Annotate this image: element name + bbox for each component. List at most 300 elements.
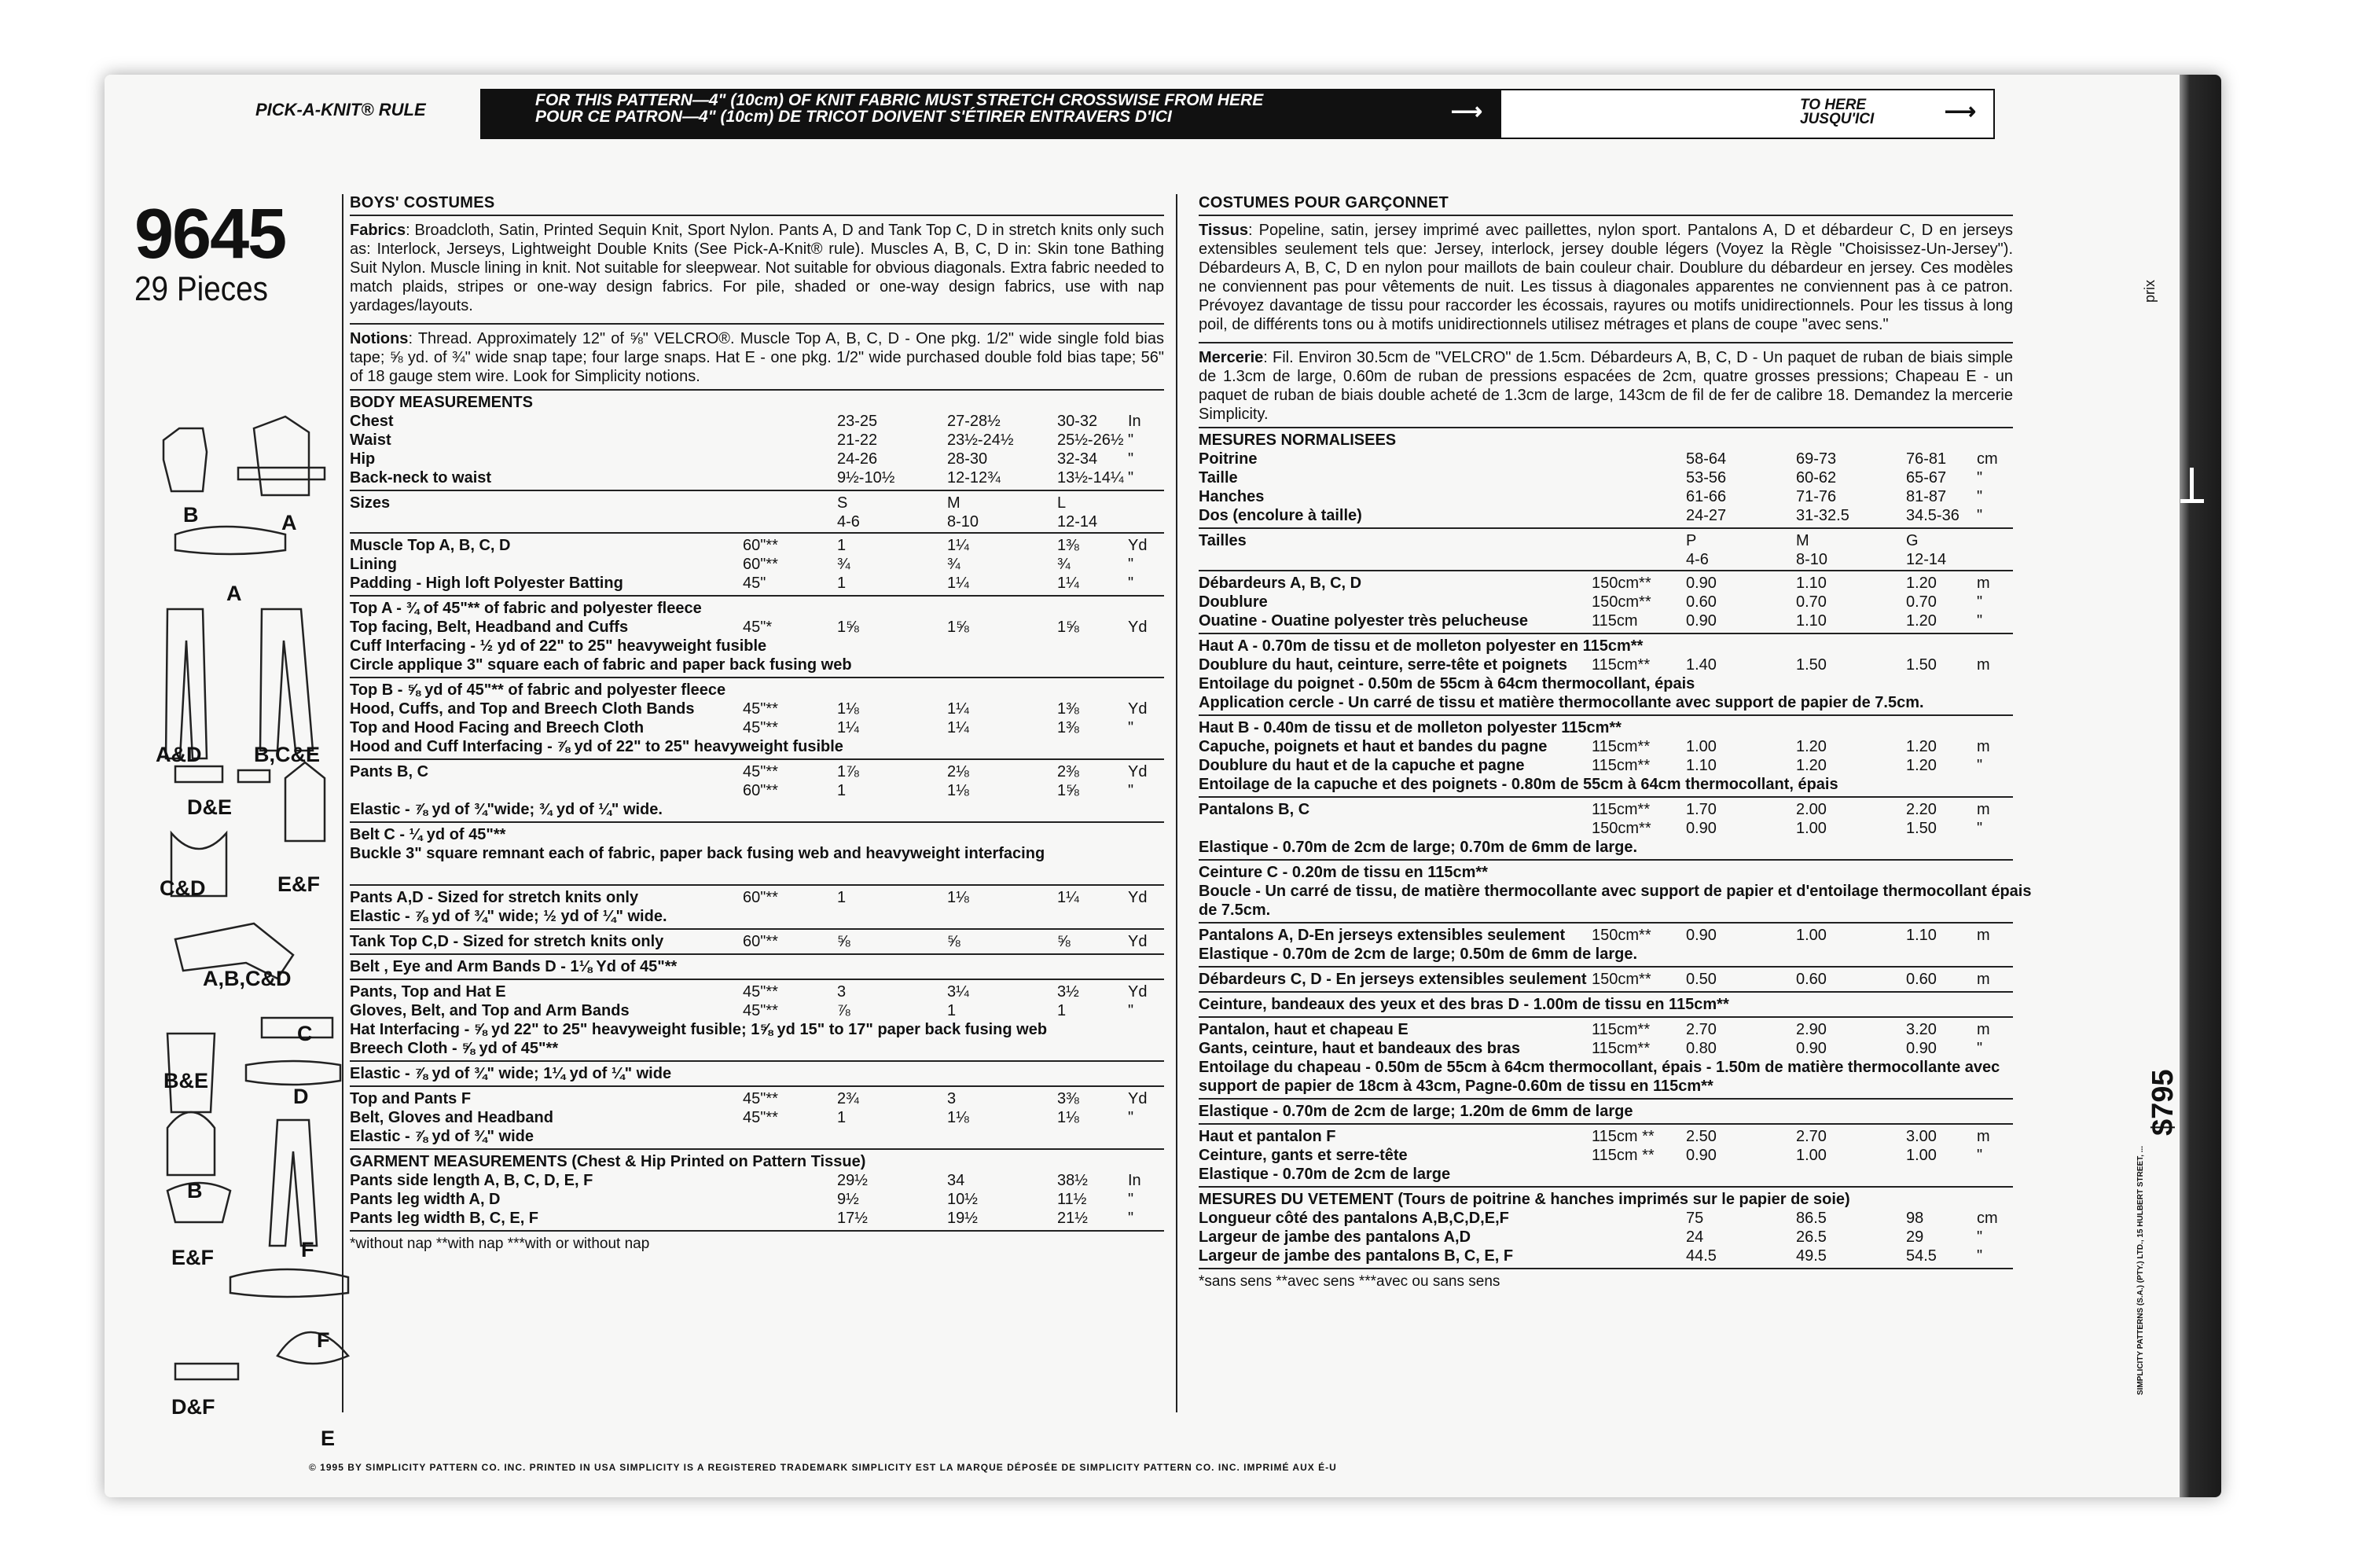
yardage-value: 1⅝ [1057, 782, 1079, 799]
garment-row [1199, 1247, 2013, 1265]
yardage-value: 0.90 [1686, 1147, 1717, 1164]
yardage-value: 60"** [743, 556, 778, 573]
yardage-label: Hood and Cuff Interfacing - ⅞ yd of 22" to 25" heavyweight fusible [350, 738, 843, 755]
fabrics-section [1199, 216, 2013, 343]
garment-value: 24 [1686, 1228, 1704, 1246]
yardage-value: " [1128, 1002, 1134, 1019]
yardage-value: 1.00 [1796, 820, 1827, 837]
yardage-label: Haut et pantalon F [1199, 1128, 1336, 1145]
yardage-row [1199, 945, 2013, 964]
garment-label: Largeur de jambe des pantalons B, C, E, F [1199, 1247, 1514, 1265]
garment-value: 17½ [837, 1210, 868, 1227]
yardage-row [350, 982, 1164, 1001]
yardage-value: m [1977, 801, 1990, 818]
pick-a-knit-label: PICK-A-KNIT® RULE [255, 100, 426, 119]
yardage-row [350, 637, 1164, 655]
yardage-value: 1⅛ [837, 700, 859, 718]
yardage-group [1199, 571, 2013, 634]
notions-body: : Fil. Environ 30.5cm de "VELCRO" de 1.5cm. Débardeurs A, B, C, D - Un paquet de ruban de biais simple de 1.3cm de large, 0.60m de ruban de pressions espacées de 2cm, quatre grosses pressions; Chapeau E - un paquet de ruban de biais double acheté de 1.3cm de large, 143cm de fil de fer de calibre 18. Demandez la mercerie Simplicity. [1199, 349, 2013, 423]
yardage-row [1199, 970, 2013, 989]
yardage-value: 1.70 [1686, 801, 1717, 818]
fabrics-body: : Popeline, satin, jersey imprimé avec paillettes, nylon sport. Pantalons A, D et débardeur C, D en jerseys extensibles seulement tels que: Jersey, interlock, jersey double légers (Voyez la Règle "Choisissez-Un-Jersey"). Débardeurs A, B, C, D en nylon pour maillots de bain couleur chair. Doublure du débardeur en jersey. Ces modèles ne conviennent pas pour vêtements de nuit. Les tissus à diagonales apparentes ne conviennent pas à ce patron. Prévoyez davantage de tissu pour raccorder les écossais, rayures ou motifs unidirectionnels. Pour les tissus à long poil, de différents tons ou à motifs unidirectionnels utilisez métrages et plans de coupe "avec sens." [1199, 222, 2013, 333]
yardage-value: 115cm [1592, 612, 1638, 630]
yardage-value: 45"** [743, 1109, 778, 1126]
yardage-label: Application cercle - Un carré de tissu et matière thermocollante avec support de papier de 7.5cm. [1199, 694, 1924, 711]
notions-text [350, 329, 1164, 386]
yardage-label: Boucle - Un carré de tissu, de matière thermocollante avec support de papier et d'entoilage thermocollant épais [1199, 883, 2032, 900]
yardage-row [350, 1127, 1164, 1146]
garment-value: 49.5 [1796, 1247, 1827, 1265]
notions-section [350, 325, 1164, 391]
sizes-label: Sizes [350, 494, 391, 512]
yardage-row [1199, 637, 2013, 655]
price-label: $795 [2147, 1069, 2180, 1136]
company-address: SIMPLICITY PATTERNS (S.A.) (PTY.) LTD., 15 HULBERT STREET, ... [2136, 1145, 2145, 1395]
yardage-row [1199, 674, 2013, 693]
yardage-value: 0.90 [1796, 1040, 1827, 1057]
yardage-label: Belt C - ¼ yd of 45"** [350, 826, 506, 843]
yardage-label: Pantalons B, C [1199, 801, 1310, 818]
yardage-value: 1¼ [947, 719, 969, 736]
yardage-value: 45"** [743, 983, 778, 1001]
yardage-value: ¾ [1057, 556, 1071, 573]
garment-value: 9½ [837, 1191, 859, 1208]
measurement-value: 60-62 [1796, 469, 1837, 487]
yardage-group [350, 1062, 1164, 1087]
yardage-value: 115cm** [1592, 738, 1651, 755]
yardage-value: m [1977, 1021, 1990, 1038]
yardage-value: 1 [837, 537, 847, 554]
yardage-value: 1.50 [1796, 656, 1827, 674]
yardage-row [350, 1020, 1164, 1039]
yardage-value: 1⅛ [947, 889, 969, 906]
yardage-value: 115cm** [1592, 656, 1651, 674]
garment-label: Longueur côté des pantalons A,B,C,D,E,F [1199, 1210, 1509, 1227]
yardage-row [1199, 882, 2032, 901]
yardage-value: 1⅛ [947, 782, 969, 799]
yardage-row [350, 863, 1164, 882]
measurement-value: 24-27 [1686, 507, 1727, 524]
yardage-group [1199, 924, 2013, 968]
illustration-label: A&D [156, 743, 202, 766]
yardage-value: 0.90 [1686, 612, 1717, 630]
yardage-value: 1.20 [1796, 738, 1827, 755]
knit-stretch-strip [480, 89, 1500, 139]
yardage-row [1199, 593, 2013, 611]
yardage-label: Pants A,D - Sized for stretch knits only [350, 889, 639, 906]
measurement-label: Waist [350, 431, 391, 449]
garment-value: In [1128, 1172, 1141, 1189]
yardage-row [1199, 775, 2013, 794]
illustration-label: D&E [187, 795, 233, 819]
measurement-row [350, 450, 1164, 468]
measurement-value: 71-76 [1796, 488, 1837, 505]
english-column [350, 191, 1164, 1254]
yardage-group [1199, 1018, 2013, 1100]
yardage-label: Belt, Gloves and Headband [350, 1109, 553, 1126]
yardage-value: 60"** [743, 537, 778, 554]
yardage-group [350, 678, 1164, 760]
measurement-row [350, 468, 1164, 487]
yardage-value: 60"** [743, 933, 778, 950]
yardage-value: m [1977, 1128, 1990, 1145]
fabrics-label: Fabrics [350, 222, 406, 239]
yardage-label: Hood, Cuffs, and Top and Breech Cloth Bands [350, 700, 695, 718]
illustration-label: A,B,C&D [203, 967, 292, 990]
garment-value: " [1128, 1210, 1134, 1227]
yardage-value: 1¼ [947, 700, 969, 718]
yardage-value: 0.90 [1906, 1040, 1937, 1057]
yardage-value: 1¼ [947, 537, 969, 554]
garment-row [1199, 1228, 2013, 1247]
yardage-value: 2.50 [1686, 1128, 1717, 1145]
costume-title: BOYS' COSTUMES [350, 194, 495, 211]
yardage-row [1199, 863, 2013, 882]
yardage-value: Yd [1128, 933, 1148, 950]
measurement-value: 23½-24½ [947, 431, 1014, 449]
illustration-label: B [187, 1179, 203, 1203]
yardage-row [350, 781, 1164, 800]
yardage-value: 1.00 [1796, 1147, 1827, 1164]
pattern-pieces: 29 Pieces [134, 270, 269, 308]
illustration-label: E&F [277, 872, 320, 896]
yardage-value: " [1128, 556, 1134, 573]
garment-value: 86.5 [1796, 1210, 1827, 1227]
to-here-box [1500, 89, 1995, 139]
illustration-label: D [293, 1085, 309, 1108]
illustration-label: C [297, 1022, 313, 1045]
yardage-value: 0.90 [1686, 927, 1717, 944]
yardage-value: 45" [743, 575, 766, 592]
yardage-value: 115cm ** [1592, 1128, 1655, 1145]
yardage-value: 115cm ** [1592, 1147, 1655, 1164]
garment-row [1199, 1209, 2013, 1228]
yardage-group [1199, 861, 2032, 924]
measurement-value: cm [1977, 450, 1998, 468]
illustration-label: A [226, 582, 242, 605]
yardage-label: Buckle 3" square remnant each of fabric, paper back fusing web and heavyweight interfacing [350, 845, 1045, 862]
yardage-value: 3.00 [1906, 1128, 1937, 1145]
yardage-value: Yd [1128, 889, 1148, 906]
illustration-label: E&F [171, 1246, 214, 1269]
fabrics-body: : Broadcloth, Satin, Printed Sequin Knit, Sport Nylon. Pants A, D and Tank Top C, D in stretch knits only such as: Interlock, Jerseys, Lightweight Double Knits (See Pick-A-Knit® rule). Muscles A, B, C, D in: Skin tone Bathing Suit Nylon. Muscle lining in knit. Not suitable for sleepwear. Not suitable for obvious diagonals. Extra fabric needed to match plaids, stripes or one-way design fabrics. For pile, shaded or one-way design fabrics, use with nap yardages/layouts. [350, 222, 1164, 314]
yardage-value: 1 [837, 782, 847, 799]
yardage-label: Entoilage de la capuche et des poignets - 0.80m de 55cm à 64cm thermocollant, épais [1199, 776, 1838, 793]
measurement-value: 31-32.5 [1796, 507, 1849, 524]
yardage-value: 1⅛ [947, 1109, 969, 1126]
yardage-row [350, 762, 1164, 781]
yardage-value: " [1977, 1040, 1983, 1057]
garment-measurements-title: GARMENT MEASUREMENTS (Chest & Hip Printed on Pattern Tissue) [350, 1153, 866, 1170]
yardage-row [350, 1064, 1164, 1083]
yardage-row [350, 1001, 1164, 1020]
yardage-row [350, 825, 1164, 844]
illustration-label: B [183, 503, 199, 527]
yardage-group [1199, 1125, 2013, 1188]
measurement-value: " [1128, 450, 1134, 468]
measurement-value: 65-67 [1906, 469, 1947, 487]
yardage-value: 1⅛ [1057, 1109, 1079, 1126]
yardage-label: Ouatine - Ouatine polyester très pelucheuse [1199, 612, 1529, 630]
yardage-value: 0.70 [1906, 593, 1937, 611]
yardage-value: 2.70 [1686, 1021, 1717, 1038]
yardage-label: Débardeurs A, B, C, D [1199, 575, 1362, 592]
measurement-row [1199, 468, 2013, 487]
garment-value: " [1977, 1247, 1983, 1265]
strip-line-fr: POUR CE PATRON—4" (10cm) DE TRICOT DOIVENT S'ÉTIRER ENTRAVERS D'ICI [535, 108, 1172, 126]
size-letter: L [1057, 494, 1067, 512]
fabrics-label: Tissus [1199, 222, 1248, 239]
measurement-label: Back-neck to waist [350, 469, 492, 487]
yardage-row [1199, 718, 2013, 737]
yardage-row [350, 681, 1164, 700]
yardage-value: 1¼ [837, 719, 859, 736]
measurement-value: 61-66 [1686, 488, 1727, 505]
yardage-value: 3⅜ [1057, 1090, 1079, 1107]
yardage-label: Doublure du haut et de la capuche et pagne [1199, 757, 1525, 774]
garment-value: 21½ [1057, 1210, 1088, 1227]
size-letter: G [1906, 532, 1919, 549]
french-column [1199, 191, 2032, 1291]
size-range: 8-10 [1796, 551, 1828, 568]
yardage-row [350, 1039, 1164, 1058]
yardage-label: Haut B - 0.40m de tissu et de molleton polyester 115cm** [1199, 719, 1622, 736]
yardage-row [1199, 800, 2013, 819]
measurement-label: Chest [350, 413, 394, 430]
garment-value: " [1128, 1191, 1134, 1208]
yardage-label: Gants, ceinture, haut et bandeaux des bras [1199, 1040, 1521, 1057]
pattern-envelope [105, 75, 2221, 1497]
yardage-label: Padding - High loft Polyester Batting [350, 575, 623, 592]
yardage-value: m [1977, 656, 1990, 674]
size-letter: P [1686, 532, 1697, 549]
yardage-label: Doublure du haut, ceinture, serre-tête et poignets [1199, 656, 1567, 674]
illustration-label: C&D [160, 876, 206, 900]
yardage-label: Elastique - 0.70m de 2cm de large; 0.70m de 6mm de large. [1199, 839, 1638, 856]
yardage-group [1199, 993, 2013, 1018]
body-measurements-title: MESURES NORMALISEES [1199, 431, 1397, 449]
illustration-label: F [301, 1238, 314, 1261]
yardage-row [350, 907, 1164, 926]
yardage-label: de 7.5cm. [1199, 902, 1271, 919]
arrow-right-icon: ⟶ [1944, 99, 1976, 123]
section-title [1199, 191, 2013, 216]
yardage-value: 115cm** [1592, 801, 1651, 818]
garment-value: 10½ [947, 1191, 978, 1208]
yardage-row [1199, 1102, 2013, 1121]
yardage-value: 1⅜ [1057, 700, 1079, 718]
yardage-label: Doublure [1199, 593, 1268, 611]
measurement-value: 23-25 [837, 413, 878, 430]
yardage-value: 1¼ [1057, 575, 1079, 592]
yardage-value: 1.00 [1796, 927, 1827, 944]
garment-value: 26.5 [1796, 1228, 1827, 1246]
garment-value: 19½ [947, 1210, 978, 1227]
yardage-value: 1⅝ [837, 619, 859, 636]
yardage-group [350, 534, 1164, 597]
measurement-row [1199, 506, 2013, 525]
yardage-label: Elastic - ⅞ yd of ¾" wide; 1¼ yd of ¼" wide [350, 1065, 672, 1082]
yardage-label: Top A - ¾ of 45"** of fabric and polyester fleece [350, 600, 702, 617]
yardage-value: Yd [1128, 983, 1148, 1001]
yardage-value: Yd [1128, 537, 1148, 554]
size-range: 4-6 [1686, 551, 1709, 568]
yardage-value: m [1977, 575, 1990, 592]
yardage-value: 1.40 [1686, 656, 1717, 674]
flap-mark [2190, 468, 2194, 499]
yardage-group [350, 597, 1164, 678]
body-measurements [1199, 428, 2013, 529]
yardage-label: Top and Pants F [350, 1090, 472, 1107]
yardage-row [1199, 819, 2013, 838]
measurement-value: 25½-26½ [1057, 431, 1124, 449]
measurement-value: 13½-14¼ [1057, 469, 1124, 487]
yardage-value: 150cm** [1592, 575, 1651, 592]
yardage-value: " [1128, 575, 1134, 592]
yardage-value: 115cm** [1592, 1021, 1651, 1038]
yardage-value: 1 [947, 1002, 957, 1019]
yardage-row [1199, 611, 2013, 630]
notions-text [1199, 348, 2013, 424]
yardage-label: Pantalon, haut et chapeau E [1199, 1021, 1409, 1038]
measurement-value: 9½-10½ [837, 469, 895, 487]
yardage-value: 2.20 [1906, 801, 1937, 818]
yardage-value: 115cm** [1592, 757, 1651, 774]
yardage-label: Ceinture, bandeaux des yeux et des bras D - 1.00m de tissu en 115cm** [1199, 996, 1729, 1013]
yardage-value: 2¾ [837, 1090, 859, 1107]
measurement-value: " [1128, 431, 1134, 449]
garment-value: 75 [1686, 1210, 1704, 1227]
yardage-row [350, 737, 1164, 756]
yardage-value: 1¼ [1057, 889, 1079, 906]
yardage-row [350, 932, 1164, 951]
yardage-value: ⅝ [1057, 933, 1071, 950]
yardage-value: ⅞ [837, 1002, 850, 1019]
yardage-value: Yd [1128, 700, 1148, 718]
yardage-value: 60"** [743, 782, 778, 799]
yardage-group [350, 980, 1164, 1062]
yardage-label: Elastic - ⅞ yd of ¾" wide [350, 1128, 534, 1145]
yardage-value: 2⅜ [1057, 763, 1079, 780]
notions-label: Mercerie [1199, 349, 1264, 366]
garment-measurements [1199, 1188, 2013, 1269]
yardage-label: Pants, Top and Hat E [350, 983, 506, 1001]
garment-label: Pants leg width B, C, E, F [350, 1210, 539, 1227]
size-range: 12-14 [1057, 513, 1098, 531]
yardage-label: Cuff Interfacing - ½ yd of 22" to 25" heavyweight fusible [350, 637, 767, 655]
sizes-row [1199, 529, 2013, 571]
illustration-label: F [317, 1328, 330, 1352]
garment-value: 44.5 [1686, 1247, 1717, 1265]
yardage-value: 1.50 [1906, 656, 1937, 674]
yardage-value: 0.90 [1686, 575, 1717, 592]
yardage-label: Gloves, Belt, and Top and Arm Bands [350, 1002, 630, 1019]
yardage-value: 3 [837, 983, 847, 1001]
yardage-value: " [1977, 1147, 1983, 1164]
measurement-value: 24-26 [837, 450, 878, 468]
size-letter: M [1796, 532, 1809, 549]
yardage-value: " [1128, 782, 1134, 799]
yardage-label: Top B - ⅝ yd of 45"** of fabric and polyester fleece [350, 681, 726, 699]
yardage-label: Tank Top C,D - Sized for stretch knits only [350, 933, 664, 950]
yardage-label: Top and Hood Facing and Breech Cloth [350, 719, 645, 736]
yardage-label: Circle applique 3" square each of fabric and paper back fusing web [350, 656, 852, 674]
yardage-row [1199, 1165, 2013, 1184]
fabrics-text [1199, 221, 2013, 334]
yardage-value: 2.00 [1796, 801, 1827, 818]
yardage-group [350, 930, 1164, 955]
yardage-value: 1 [1057, 1002, 1067, 1019]
yardage-value: ¾ [837, 556, 850, 573]
strip-line-en: FOR THIS PATTERN—4" (10cm) OF KNIT FABRIC MUST STRETCH CROSSWISE FROM HERE [535, 91, 1264, 109]
garment-value: 34 [947, 1172, 965, 1189]
garment-label: Largeur de jambe des pantalons A,D [1199, 1228, 1471, 1246]
fabrics-text [350, 221, 1164, 315]
garment-value: 29 [1906, 1228, 1924, 1246]
yardage-value: Yd [1128, 763, 1148, 780]
yardage-value: Yd [1128, 619, 1148, 636]
section-title [350, 191, 1164, 216]
yardage-value: 1.10 [1796, 575, 1827, 592]
notions-body: : Thread. Approximately 12" of ⅝" VELCRO®. Muscle Top A, B, C, D - One pkg. 1/2" wide single fold bias tape; ⅝ yd. of ¾" wide snap tape; four large snaps. Hat E - one pkg. 1/2" wide purchased double fold bias tape; 56" of 18 gauge stem wire. Look for Simplicity notions. [350, 330, 1164, 385]
yardage-row [1199, 737, 2013, 756]
to-here-fr: JUSQU'ICI [1800, 111, 1875, 127]
yardage-row [1199, 901, 2013, 920]
column-divider [342, 194, 343, 1412]
yardage-value: 1.10 [1906, 927, 1937, 944]
garment-measurements [350, 1150, 1164, 1232]
yardage-label: Pants B, C [350, 763, 429, 780]
body-measurements-title: BODY MEASUREMENTS [350, 394, 533, 411]
measurement-value: 58-64 [1686, 450, 1727, 468]
nap-footnote: *sans sens **avec sens ***avec ou sans sens [1199, 1273, 1500, 1290]
measurement-row [350, 431, 1164, 450]
pattern-number: 9645 [134, 195, 286, 274]
garment-value: " [1977, 1228, 1983, 1246]
garment-value: 11½ [1057, 1191, 1087, 1208]
notions-section [1199, 343, 2013, 428]
measurement-value: 34.5-36 [1906, 507, 1959, 524]
yardage-row [350, 844, 1164, 863]
measurement-row [1199, 487, 2013, 506]
measurement-value: 21-22 [837, 431, 878, 449]
yardage-group [1199, 1100, 2013, 1125]
yardage-group [350, 955, 1164, 980]
yardage-value: 3 [947, 1090, 957, 1107]
arrow-right-icon: ⟶ [1450, 99, 1482, 123]
measurement-value: 53-56 [1686, 469, 1727, 487]
yardage-label: Elastic - ⅞ yd of ¾" wide; ½ yd of ¼" wide. [350, 908, 667, 925]
size-letter: S [837, 494, 848, 512]
yardage-label: Haut A - 0.70m de tissu et de molleton polyester en 115cm** [1199, 637, 1644, 655]
yardage-value: 1¼ [947, 575, 969, 592]
yardage-row [1199, 693, 2013, 712]
measurement-value: 69-73 [1796, 450, 1837, 468]
body-measurements [350, 391, 1164, 491]
yardage-value: " [1128, 1109, 1134, 1126]
yardage-value: 1.50 [1906, 820, 1937, 837]
measurement-value: In [1128, 413, 1141, 430]
yardage-value: 45"** [743, 763, 778, 780]
yardage-row [350, 574, 1164, 593]
copyright-footer: © 1995 BY SIMPLICITY PATTERN CO. INC. PRINTED IN USA SIMPLICITY IS A REGISTERED TRADEMARK SIMPLICITY EST LA MARQUE DÉPOSÉE DE SIMPLICITY PATTERN CO. INC. IMPRIMÉ AUX É-U [309, 1462, 1337, 1473]
yardage-label: Débardeurs C, D - En jerseys extensibles seulement [1199, 971, 1587, 988]
size-range: 8-10 [947, 513, 979, 531]
garment-row [350, 1209, 1164, 1228]
yardage-label: Elastic - ⅞ yd of ¾"wide; ¾ yd of ¼" wide. [350, 801, 663, 818]
yardage-label: Ceinture, gants et serre-tête [1199, 1147, 1408, 1164]
yardage-label: Elastique - 0.70m de 2cm de large; 1.20m de 6mm de large [1199, 1103, 1633, 1120]
